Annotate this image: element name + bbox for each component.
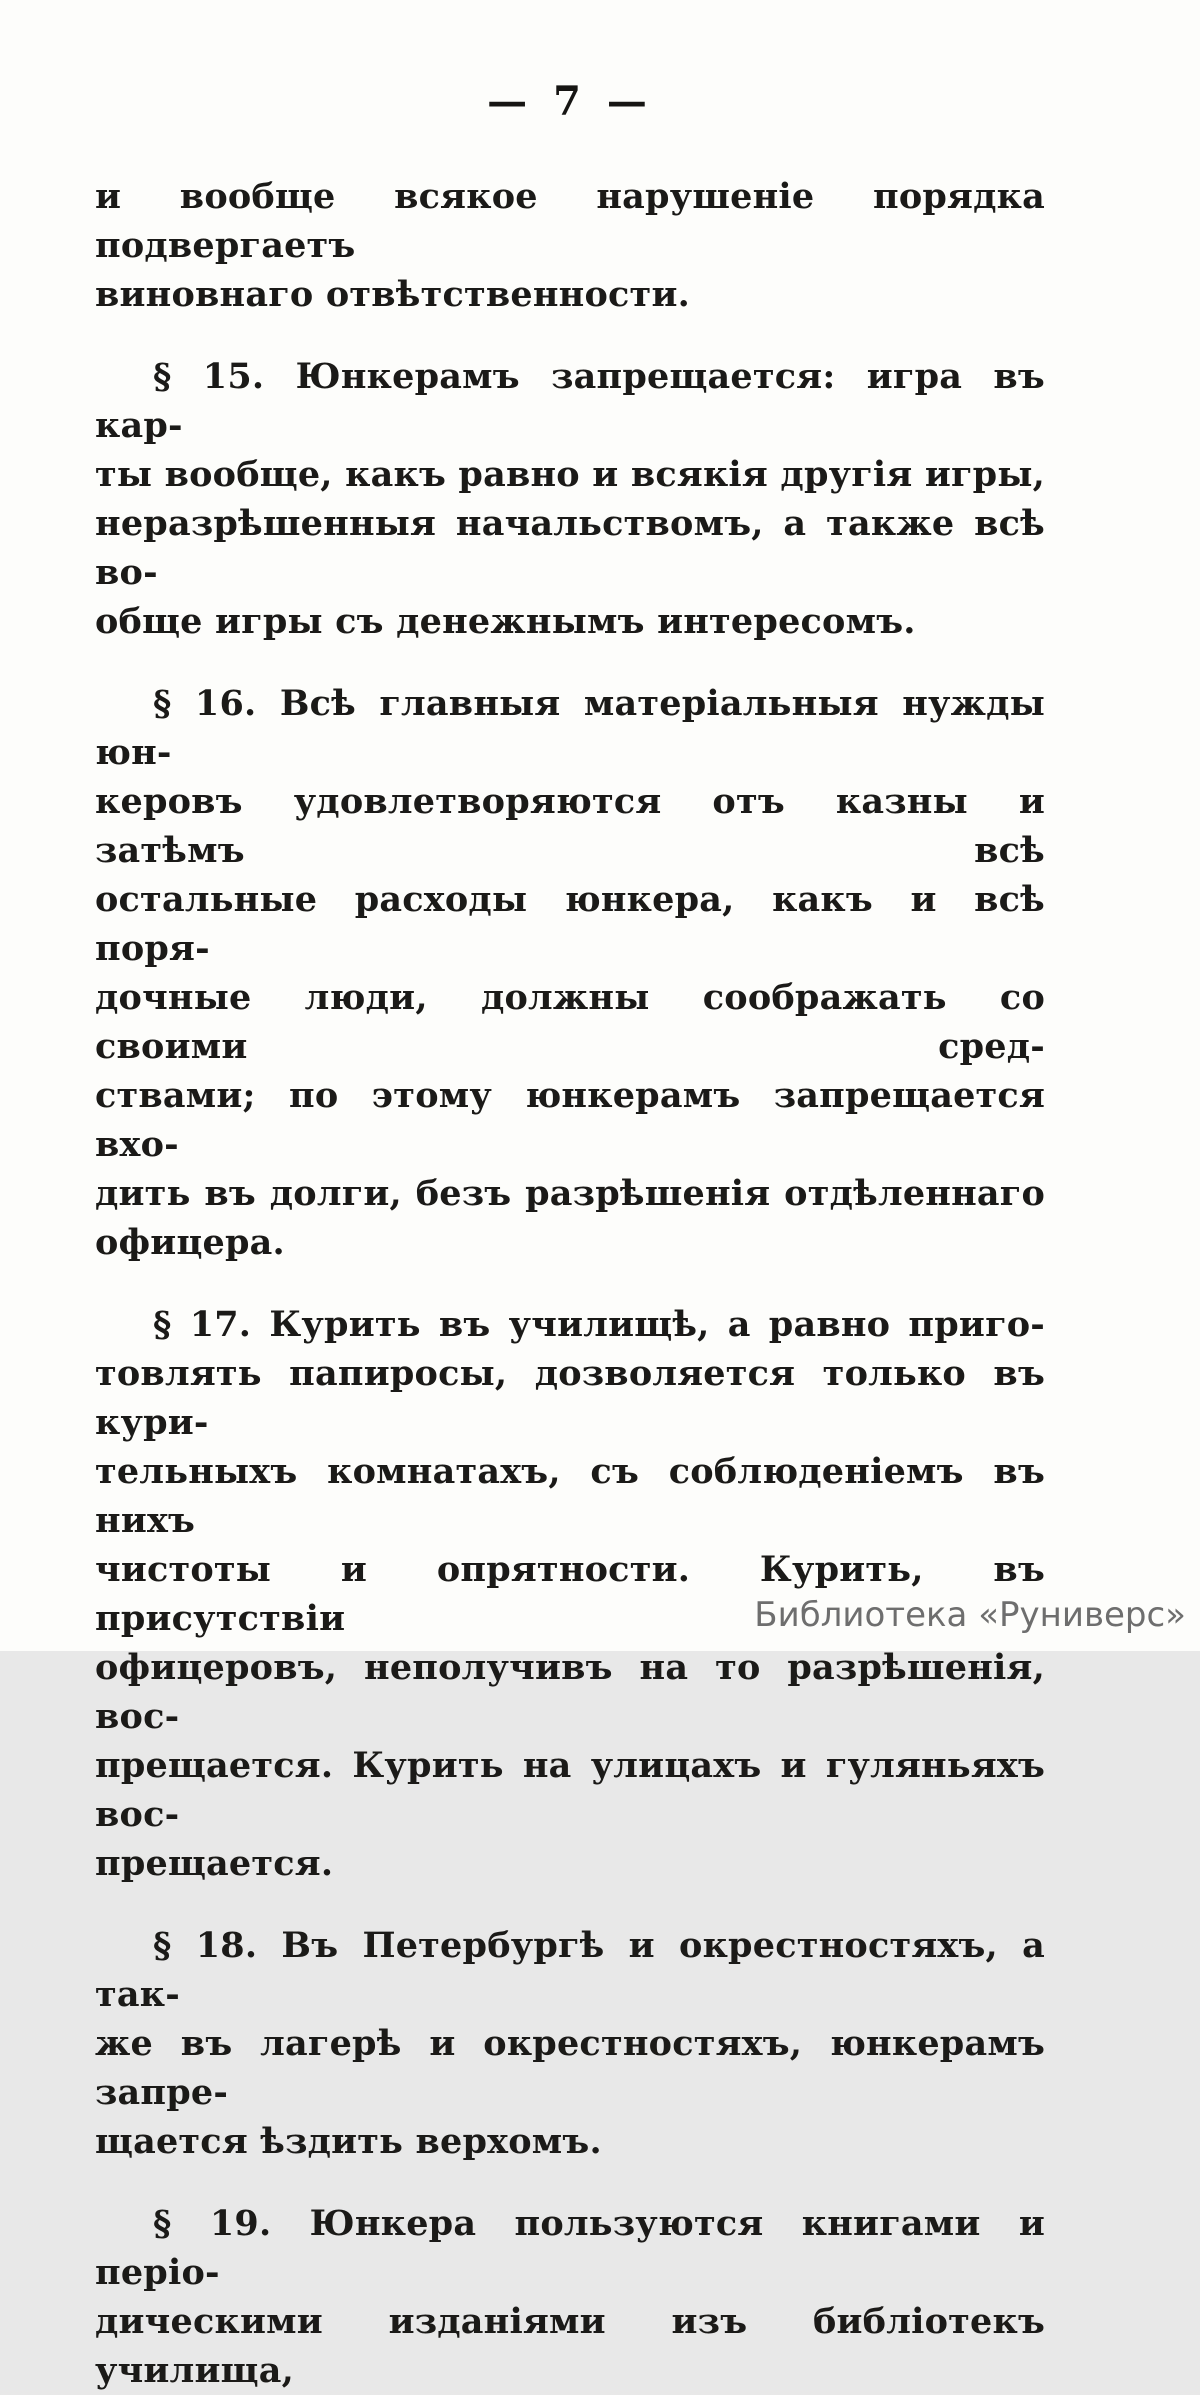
text-line: и вообще всякое нарушеніе порядка подвергаетъ bbox=[95, 176, 1045, 266]
paragraph bbox=[95, 679, 1045, 1267]
text-line: прещается. bbox=[95, 1843, 334, 1884]
paragraph bbox=[95, 352, 1045, 646]
text-line: обще игры съ денежнымъ интересомъ. bbox=[95, 601, 916, 642]
text-line: офицеровъ, неполучивъ на то разрѣшенія, вос- bbox=[95, 1647, 1045, 1737]
text-line: ты вообще, какъ равно и всякія другія игры, bbox=[95, 454, 1045, 495]
paragraph bbox=[95, 1300, 1045, 1888]
text-line: же въ лагерѣ и окрестностяхъ, юнкерамъ запре- bbox=[95, 2023, 1045, 2113]
library-watermark: Библиотека «Руниверс» bbox=[754, 1595, 1186, 1635]
text-line: дить въ долги, безъ разрѣшенія отдѣленнаго bbox=[95, 1173, 1045, 1214]
text-line: дическими изданіями изъ библіотекъ училища, bbox=[95, 2301, 1045, 2391]
paragraph bbox=[95, 2199, 1045, 2395]
text-line: § 15. Юнкерамъ запрещается: игра въ кар- bbox=[95, 356, 1045, 446]
text-line: ствами; по этому юнкерамъ запрещается вхо- bbox=[95, 1075, 1045, 1165]
text-line: неразрѣшенныя начальствомъ, а также всѣ во- bbox=[95, 503, 1045, 593]
text-line: § 17. Курить въ училищѣ, а равно приго- bbox=[153, 1304, 1045, 1345]
text-line: прещается. Курить на улицахъ и гуляньяхъ вос- bbox=[95, 1745, 1045, 1835]
text-line: товлять папиросы, дозволяется только въ кури- bbox=[95, 1353, 1045, 1443]
text-line: керовъ удовлетворяются отъ казны и затѣмъ всѣ bbox=[95, 781, 1045, 871]
text-line: виновнаго отвѣтственности. bbox=[95, 274, 690, 315]
text-line: дочные люди, должны соображать со своими сред- bbox=[95, 977, 1045, 1067]
paragraph bbox=[95, 172, 1045, 319]
text-line: тельныхъ комнатахъ, съ соблюденіемъ въ нихъ bbox=[95, 1451, 1045, 1541]
text-line: § 16. Всѣ главныя матеріальныя нужды юн- bbox=[95, 683, 1045, 773]
text-line: офицера. bbox=[95, 1222, 285, 1263]
text-line: остальные расходы юнкера, какъ и всѣ поря- bbox=[95, 879, 1045, 969]
text-line: чистоты и опрятности. Курить, въ присутствіи bbox=[95, 1549, 1045, 1639]
text-line: § 18. Въ Петербургѣ и окрестностяхъ, а так- bbox=[95, 1925, 1045, 2015]
page-text bbox=[95, 172, 1045, 2395]
text-line: щается ѣздить верхомъ. bbox=[95, 2121, 602, 2162]
page-number: — 7 — bbox=[487, 78, 653, 125]
text-line: § 19. Юнкера пользуются книгами и періо- bbox=[95, 2203, 1045, 2293]
paragraph bbox=[95, 1921, 1045, 2166]
